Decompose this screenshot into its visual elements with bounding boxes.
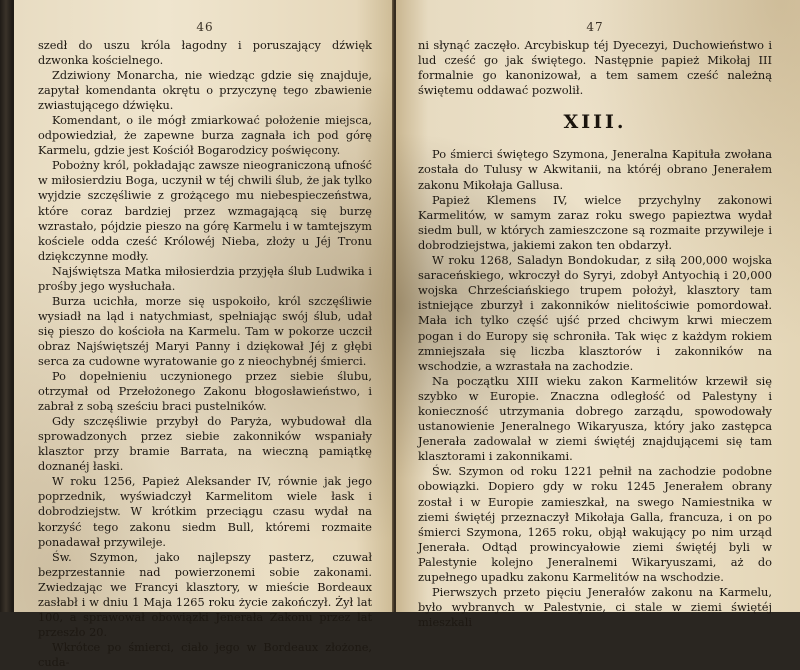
paragraph: Po dopełnieniu uczynionego przez siebie ślubu, otrzymał od Przełożonego Zakonu błogosławieństwo, i zabrał z sobą sześciu braci pustelników. xyxy=(38,370,372,414)
paragraph: ni słynąć zaczęło. Arcybiskup téj Dyecezyi, Duchowieństwo i lud cześć go jak świętego. Następnie papież Mikołaj III formalnie go kanonizował, a tem samem cześć należną świętemu oddawać pozwolił. xyxy=(418,38,772,98)
paragraph: Zdziwiony Monarcha, nie wiedząc gdzie się znajduje, zapytał komendanta okrętu o przyczynę tego zbawienie zwiastującego dźwięku. xyxy=(38,69,372,113)
page-number-right: 47 xyxy=(586,20,604,34)
paragraph: szedł do uszu króla łagodny i poruszający dźwięk dzwonka kościelnego. xyxy=(38,39,372,68)
right-page-body xyxy=(418,38,772,630)
paragraph: W roku 1268, Saladyn Bondokudar, z siłą 200,000 wojska saraceńskiego, wkroczył do Syryi, zdobył Antyochią i 20,000 wojska Chrześciańskiego trupem położył, klasztory tam istniejące zburzył i zakonników nielitościwie pomordował. Mała ich tylko część ujść przed chciwym krwi mieczem pogan i do Europy się schroniła. Tak więc z każdym rokiem zmniejszała się liczba klasztorów i zakonników na wschodzie, a wzrastała na zachodzie. xyxy=(418,253,772,373)
page-number-left: 46 xyxy=(196,20,214,34)
paragraph: W roku 1256, Papież Aleksander IV, równie jak jego poprzednik, wyświadczył Karmelitom wiele łask i dobrodziejstw. W krótkim przeciągu czasu wydał na korzyść tego zakonu siedm Bull, któremi rozmaite ponadawał przywileje. xyxy=(38,475,372,549)
paragraph: Pierwszych przeto pięciu Jenerałów zakonu na Karmelu, było wybranych w Palestynie, ci stale w ziemi świętéj mieszkali xyxy=(418,585,772,630)
left-page xyxy=(14,0,394,669)
paragraph: Św. Szymon, jako najlepszy pasterz, czuwał bezprzestannie nad powierzonemi sobie zakonami. Zwiedzając we Francyi klasztory, w mieście Bordeaux zasłabł i w dniu 1 Maja 1265 roku życie zakończył. Żył lat 100, a sprawował obowiązki Jenerała Zakonu przez lat przeszło 20. xyxy=(38,550,372,639)
chapter-heading: XIII. xyxy=(563,111,627,134)
paragraph: Papież Klemens IV, wielce przychylny zakonowi Karmelitów, w samym zaraz roku swego papieztwa wydał siedm bull, w których zamieszczone są rozmaite przywileje i dobrodziejstwa, jakiemi zakon ten obdarzył. xyxy=(418,192,772,252)
paragraph: Burza ucichła, morze się uspokoiło, król szczęśliwie wysiadł na ląd i natychmiast, spełniając swój ślub, udał się pieszo do kościoła na Karmelu. Tam w pokorze uczcił obraz Najświętszéj Maryi Panny i dziękował Jéj z głębi serca za cudowne wyratowanie go z nieochybnéj śmierci. xyxy=(38,294,372,368)
paragraph: Pobożny król, pokładając zawsze nieograniczoną ufność w miłosierdziu Boga, uczynił w téj chwili ślub, że jak tylko wyjdzie szczęśliwie z grożącego mu niebespieczeństwa, które coraz bardziej przez wzmagającą się burzę wzrastało, pójdzie pieszo na górę Karmelu i w tamtejszym kościele odda cześć Królowéj Nieba, złoży u Jéj Tronu dziękczynne modły. xyxy=(38,159,372,263)
right-page xyxy=(396,0,800,630)
paragraph: Św. Szymon od roku 1221 pełnił na zachodzie podobne obowiązki. Dopiero gdy w roku 1245 Jenerałem obrany został i w Europie zamieszkał, na swego Namiestnika w ziemi świętéj przeznaczył Mikołaja Galla, francuza, i on po śmierci Szymona, 1265 roku, objął wakujący po nim urząd Jenerała. Odtąd prowincyałowie ziemi świętéj byli w Palestynie kolejno Jeneralnemi Wikaryuszami, aż do zupełnego upadku zakonu Karmelitów na wschodzie. xyxy=(418,464,772,584)
paragraph: Na początku XIII wieku zakon Karmelitów krzewił się szybko w Europie. Znaczna odległość od Palestyny i konieczność utrzymania dobrego zarządu, spowodowały ustanowienie Jeneralnego Wikaryusza, który jako zastępca Jenerała zadowalał w ziemi świętéj znajdującemi się tam klasztorami i zakonnikami. xyxy=(418,373,772,464)
paragraph: Gdy szczęśliwie przybył do Paryża, wybudował dla sprowadzonych przez siebie zakonników wspaniały klasztor przy bramie Barrata, na wieczną pamiątkę doznanéj łaski. xyxy=(38,415,372,474)
paragraph: Najświętsza Matka miłosierdzia przyjęła ślub Ludwika i prośby jego wysłuchała. xyxy=(38,264,372,293)
paragraph: Komendant, o ile mógł zmiarkować położenie miejsca, odpowiedział, że zapewne burza zagnała ich pod górę Karmelu, gdzie jest Kościół Bogarodzicy poświęcony. xyxy=(38,114,372,158)
paragraph: Wkrótce po śmierci, ciało jego w Bordeaux złożone, cuda- xyxy=(38,640,372,669)
paragraph: Po śmierci świętego Szymona, Jeneralna Kapituła zwołana została do Tulusy w Akwitanii, na któréj obrano Jenerałem zakonu Mikołaja Gallusa. xyxy=(418,147,772,192)
